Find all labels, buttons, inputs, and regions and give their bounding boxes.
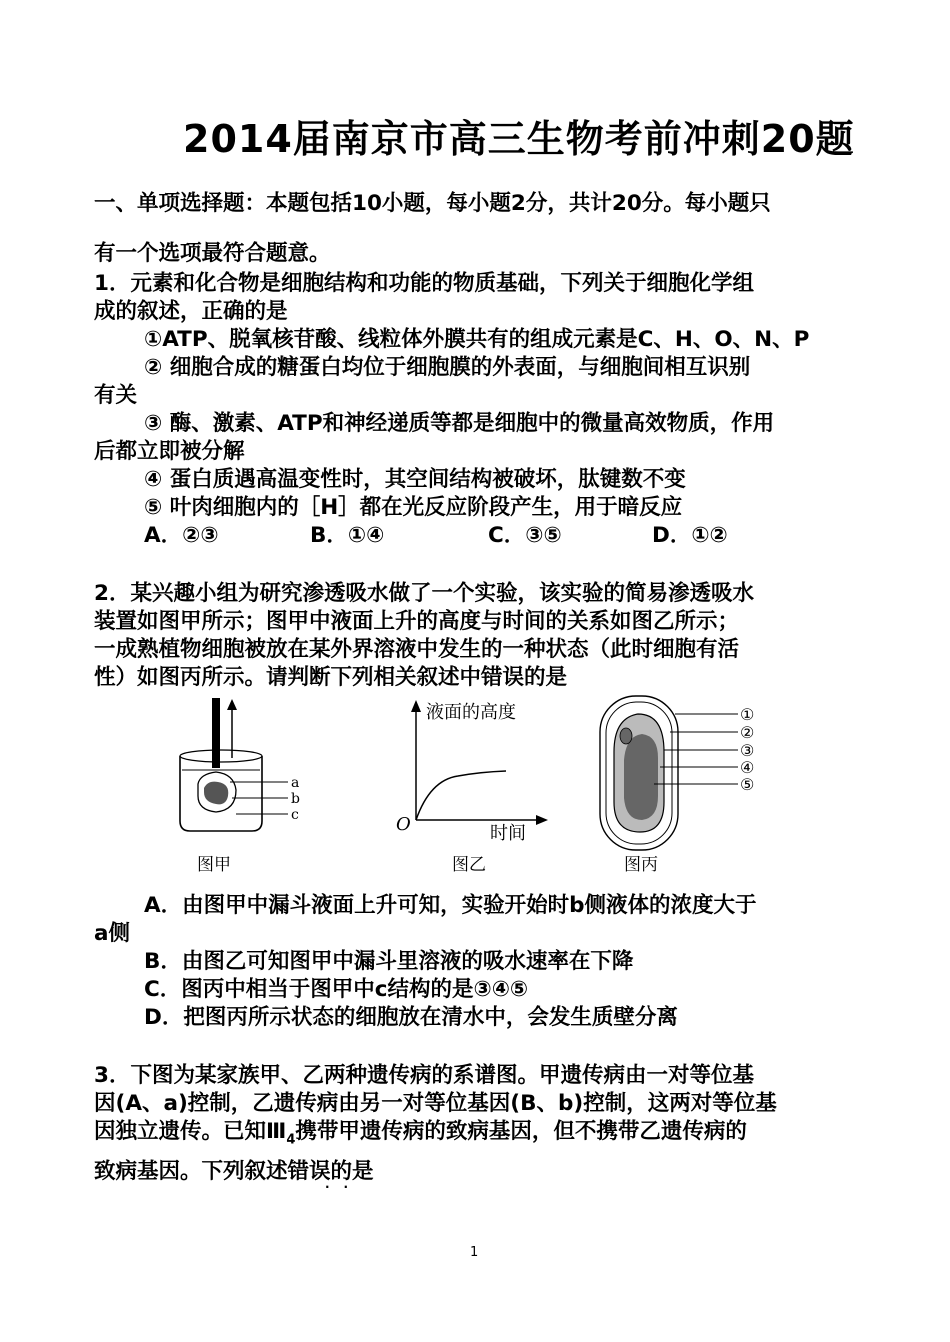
funnel-tube [212, 698, 220, 768]
q1-option-b[interactable]: B．①④ [310, 523, 385, 548]
figure-bing-caption: 图丙 [624, 855, 658, 875]
figure-jia-caption: 图甲 [197, 855, 231, 875]
label-c: c [291, 807, 299, 823]
q3-stem-line2: 因(A、a)控制，乙遗传病由另一对等位基因(B、b)控制，这两对等位基 [94, 1091, 777, 1116]
q3-subscript: 4 [286, 1132, 296, 1148]
section-header-line1: 一、单项选择题：本题包括10小题，每小题2分，共计20分。每小题只 [94, 191, 771, 216]
q1-statement-2: ② 细胞合成的糖蛋白均位于细胞膜的外表面，与细胞间相互识别 [144, 355, 751, 380]
q1-statement-4: ④ 蛋白质遇高温变性时，其空间结构被破坏，肽键数不变 [144, 467, 686, 492]
q2-option-a[interactable]: A．由图甲中漏斗液面上升可知，实验开始时b侧液体的浓度大于 [144, 893, 757, 918]
q1-statement-1: ①ATP、脱氧核苷酸、线粒体外膜共有的组成元素是C、H、O、N、P [144, 327, 810, 352]
q2-option-a-cont: a侧 [94, 921, 131, 946]
q2-stem-line1: 2．某兴趣小组为研究渗透吸水做了一个实验，该实验的简易渗透吸水 [94, 581, 754, 606]
figure-yi [388, 696, 568, 846]
yi-y-label: 液面的高度 [426, 702, 516, 723]
q2-stem-line2: 装置如图甲所示；图甲中液面上升的高度与时间的关系如图乙所示； [94, 609, 740, 634]
q2-option-d[interactable]: D．把图丙所示状态的细胞放在清水中，会发生质壁分离 [144, 1005, 678, 1030]
q1-option-a[interactable]: A．②③ [144, 523, 219, 548]
beaker-rim [180, 750, 262, 762]
q3-stem-line3-a: 因独立遗传。已知Ⅲ [94, 1119, 287, 1144]
q1-option-c[interactable]: C．③⑤ [488, 523, 562, 548]
vacuole [624, 734, 658, 820]
mark-5: ⑤ [740, 775, 755, 794]
figure-bing [590, 692, 770, 857]
q1-stem-line1: 1．元素和化合物是细胞结构和功能的物质基础，下列关于细胞化学组 [94, 271, 754, 296]
mark-1: ① [740, 705, 755, 724]
nucleus [620, 728, 632, 744]
q3-stem-line4: 致病基因。下列叙述错误的是 [94, 1159, 374, 1184]
y-axis-arrow [411, 700, 421, 712]
q3-stem-line3 [94, 1114, 747, 1147]
q1-statement-2-cont: 有关 [94, 383, 138, 408]
rise-arrowhead [227, 699, 237, 710]
figure-yi-caption: 图乙 [452, 855, 486, 875]
label-a: a [291, 775, 300, 791]
q1-statement-3: ③ 酶、激素、ATP和神经递质等都是细胞中的微量高效物质，作用 [144, 411, 775, 436]
q2-stem-line3: 一成熟植物细胞被放在某外界溶液中发生的一种状态（此时细胞有活 [94, 637, 740, 662]
q1-stem-line2: 成的叙述，正确的是 [94, 299, 288, 324]
q2-option-c[interactable]: C．图丙中相当于图甲中c结构的是③④⑤ [144, 977, 529, 1002]
mark-3: ③ [740, 741, 755, 760]
label-b: b [291, 791, 300, 807]
yi-x-label: 时间 [490, 823, 526, 844]
height-curve [416, 771, 506, 820]
mark-2: ② [740, 723, 755, 742]
page-number: 1 [470, 1245, 479, 1260]
page-title: 2014届南京市高三生物考前冲刺20题 [183, 117, 855, 161]
x-axis-arrow [536, 815, 548, 825]
figure-jia [170, 696, 320, 886]
yi-origin: O [396, 814, 411, 835]
emphasis-dots: ·· [325, 1180, 363, 1194]
q3-stem-line3-b: 携带甲遗传病的致病基因，但不携带乙遗传病的 [295, 1119, 747, 1144]
q1-statement-3-cont: 后都立即被分解 [94, 439, 245, 464]
q3-stem-line1: 3．下图为某家族甲、乙两种遗传病的系谱图。甲遗传病由一对等位基 [94, 1063, 754, 1088]
q1-statement-5: ⑤ 叶肉细胞内的［H］都在光反应阶段产生，用于暗反应 [144, 495, 683, 520]
mark-4: ④ [740, 758, 755, 777]
section-header-line2: 有一个选项最符合题意。 [94, 241, 331, 266]
q2-option-b[interactable]: B．由图乙可知图甲中漏斗里溶液的吸水速率在下降 [144, 949, 634, 974]
q1-option-d[interactable]: D．①② [652, 523, 728, 548]
q2-stem-line4: 性）如图丙所示。请判断下列相关叙述中错误的是 [94, 665, 568, 690]
